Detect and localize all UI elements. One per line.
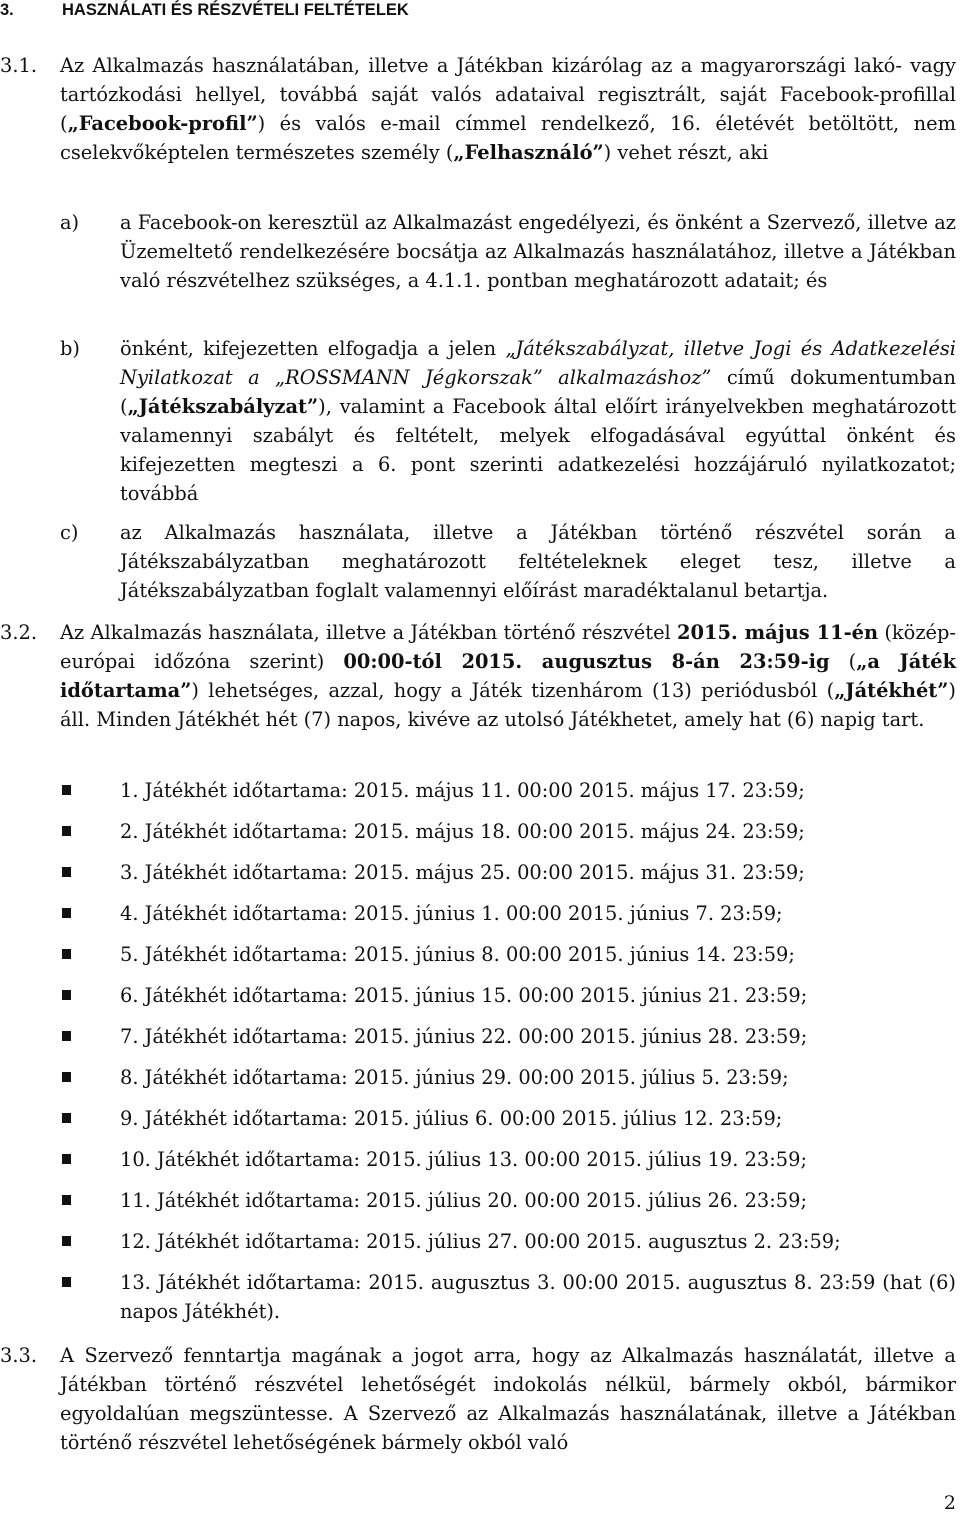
bold-date: 00:00-tól 2015. augusztus 8-án 23:59-ig [343, 650, 830, 673]
text-run: ) áll. Minden Játékhét hét (7) napos, kivéve az utolsó Játékhetet, amely hat (6) napig tart. [60, 679, 956, 731]
bullet-icon [62, 1236, 71, 1246]
bold-term: „Játékszabályzat” [127, 395, 319, 418]
text-run: Az Alkalmazás használata, illetve a Játékban történő részvétel [60, 621, 678, 644]
list-item-a: a Facebook-on keresztül az Alkalmazást engedélyezi, és önként a Szervező, illetve az Üzemeltető rendelkezésére bocsátja az Alkalmazás használatához, illetve a Játékban való részvételhez szükséges, a 4.1.1. pontban meghatározott adatait; és [120, 211, 956, 292]
text-run: ( [829, 650, 857, 673]
bullet-icon [62, 1195, 71, 1205]
text-run: ) és valós e-mail címmel rendelkező, 16. életévét betöltött, nem cselekvőképtelen természetes személy ( [60, 112, 956, 164]
bullet-icon [62, 785, 71, 795]
list-item-b [120, 334, 956, 508]
text-run: Az Alkalmazás használatában, illetve a Játékban kizárólag az a magyarországi lakó- vagy tartózkodási hellyel, továbbá saját valós adataival regisztrált, saját Facebook-profillal ( [60, 54, 956, 135]
list-item: 7. Játékhét időtartama: 2015. június 22. 00:00 2015. június 28. 23:59; [120, 1025, 808, 1048]
paragraph-number-3-1: 3.1. [0, 54, 38, 77]
item-label-b: b) [60, 337, 80, 360]
bullet-icon [62, 990, 71, 1000]
section-number: 3. [0, 1, 14, 19]
list-item: 10. Játékhét időtartama: 2015. július 13. 00:00 2015. július 19. 23:59; [120, 1148, 808, 1171]
section-title: HASZNÁLATI ÉS RÉSZVÉTELI FELTÉTELEK [62, 1, 409, 19]
section-heading [0, 0, 409, 20]
list-item: 2. Játékhét időtartama: 2015. május 18. 00:00 2015. május 24. 23:59; [120, 820, 805, 843]
list-item: 6. Játékhét időtartama: 2015. június 15. 00:00 2015. június 21. 23:59; [120, 984, 808, 1007]
bullet-icon [62, 1277, 71, 1287]
bullet-icon [62, 1113, 71, 1123]
list-item: 13. Játékhét időtartama: 2015. augusztus 3. 00:00 2015. augusztus 8. 23:59 (hat (6) napos Játékhét). [120, 1271, 956, 1323]
list-item: 8. Játékhét időtartama: 2015. június 29. 00:00 2015. július 5. 23:59; [120, 1066, 789, 1089]
text-run: (közép-európai időzóna szerint) [60, 621, 956, 673]
text-run: ), valamint a Facebook által előírt irányelvekben meghatározott valamennyi szabályt és feltételt, melyek elfogadásával egyúttal önként és kifejezetten megteszi a 6. pont szerinti adatkezelési hozzájáruló nyilatkozatot; továbbá [120, 395, 956, 505]
list-item: 4. Játékhét időtartama: 2015. június 1. 00:00 2015. június 7. 23:59; [120, 902, 783, 925]
list-item: 9. Játékhét időtartama: 2015. július 6. 00:00 2015. július 12. 23:59; [120, 1107, 783, 1130]
item-label-a: a) [60, 211, 80, 234]
list-item: 3. Játékhét időtartama: 2015. május 25. 00:00 2015. május 31. 23:59; [120, 861, 805, 884]
paragraph-number-3-2: 3.2. [0, 621, 38, 644]
bullet-icon [62, 1031, 71, 1041]
bold-term: „a Játék időtartama” [60, 650, 957, 702]
list-item: 11. Játékhét időtartama: 2015. július 20. 00:00 2015. július 26. 23:59; [120, 1189, 808, 1212]
bullet-icon [62, 867, 71, 877]
list-item: 1. Játékhét időtartama: 2015. május 11. 00:00 2015. május 17. 23:59; [120, 779, 805, 802]
text-run: című dokumentumban ( [120, 366, 956, 418]
paragraph-3-3: A Szervező fenntartja magának a jogot arra, hogy az Alkalmazás használatát, illetve a Játékban történő részvétel lehetőségét indokolás nélkül, bármely okból, bármikor egyoldalúan megszüntesse. A Szervező az Alkalmazás használatának, illetve a Játékban történő részvétel lehetőségének bármely okból való [60, 1344, 956, 1454]
bold-term: „Játékhét” [834, 679, 949, 702]
bullet-icon [62, 908, 71, 918]
list-item: 5. Játékhét időtartama: 2015. június 8. 00:00 2015. június 14. 23:59; [120, 943, 795, 966]
italic-title: „Játékszabályzat, illetve Jogi és Adatkezelési Nyilatkozat a „ROSSMANN Jégkorszak” alkalmazáshoz” [120, 337, 956, 389]
bullet-icon [62, 1154, 71, 1164]
bullet-icon [62, 826, 71, 836]
list-item: 12. Játékhét időtartama: 2015. július 27. 00:00 2015. augusztus 2. 23:59; [120, 1230, 841, 1253]
paragraph-3-1 [60, 51, 956, 167]
text-run: önként, kifejezetten elfogadja a jelen [120, 337, 506, 360]
paragraph-number-3-3: 3.3. [0, 1344, 38, 1367]
page-number: 2 [943, 1492, 956, 1514]
bullet-icon [62, 1072, 71, 1082]
item-label-c: c) [60, 521, 79, 544]
text-run: ) vehet részt, aki [603, 141, 769, 164]
bold-date: 2015. május 11-én [677, 621, 879, 644]
bold-term: „Facebook-profil” [67, 112, 258, 135]
text-run: ) lehetséges, azzal, hogy a Játék tizenhárom (13) periódusból ( [191, 679, 835, 702]
bold-term: „Felhasználó” [453, 141, 604, 164]
list-item-c: az Alkalmazás használata, illetve a Játékban történő részvétel során a Játékszabályzatban meghatározott feltételeknek eleget tesz, illetve a Játékszabályzatban foglalt valamennyi előírást maradéktalanul betartja. [120, 521, 956, 602]
paragraph-3-2 [60, 618, 956, 734]
bullet-icon [62, 949, 71, 959]
